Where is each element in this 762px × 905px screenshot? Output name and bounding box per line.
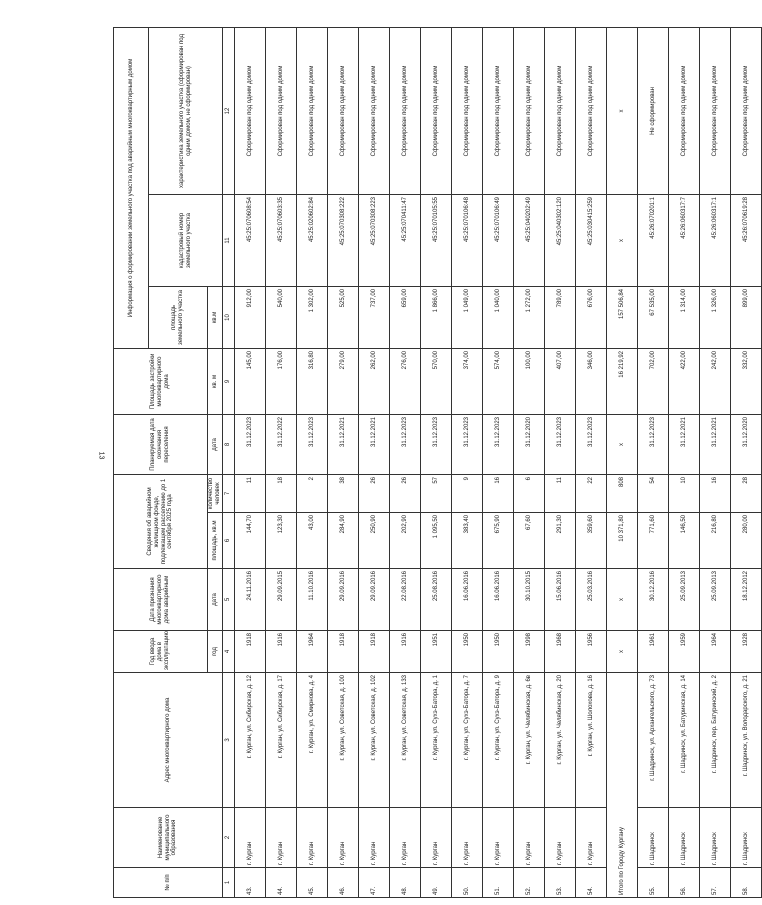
row-area: 250,90: [359, 513, 390, 569]
row-building-area: 407,00: [545, 348, 576, 414]
row-num: 54.: [576, 868, 607, 898]
row-land-area: 1 326,00: [700, 286, 731, 348]
row-land-char: Сформирован под одним домом: [390, 27, 421, 194]
row-municipality: г. Курган: [514, 808, 545, 868]
row-num: 57.: [700, 868, 731, 898]
row-date: 25.03.2016: [576, 569, 607, 631]
row-plan-date: 31.12.2023: [235, 414, 266, 474]
row-address: г. Курган, ул. Сибирская, д. 17: [266, 673, 297, 808]
row-cadastral: 45:25:070106:49: [483, 194, 514, 286]
unit-sqm2: кв.м: [208, 286, 223, 348]
header-planned-date: Планируемая дата окончания переселения: [114, 414, 208, 474]
row-municipality: г. Шадринск: [669, 808, 700, 868]
col-num: 5: [223, 569, 235, 631]
row-area: 1 095,50: [421, 513, 452, 569]
row-cadastral: 45:25:040202:49: [514, 194, 545, 286]
row-plan-date: 31.12.2023: [297, 414, 328, 474]
row-date: 29.09.2015: [266, 569, 297, 631]
row-cadastral: 45:25:040302:120: [545, 194, 576, 286]
row-cadastral: 45:25:030415:259: [576, 194, 607, 286]
table-row: [266, 27, 297, 897]
total-year: x: [607, 631, 638, 673]
row-people: 11: [235, 474, 266, 512]
row-date: 22.08.2016: [390, 569, 421, 631]
row-year: 1968: [545, 631, 576, 673]
row-land-area: 67 535,00: [638, 286, 669, 348]
row-land-area: 789,00: [545, 286, 576, 348]
row-cadastral: 45:25:070411:47: [390, 194, 421, 286]
row-area: 291,30: [545, 513, 576, 569]
row-building-area: 346,00: [576, 348, 607, 414]
row-land-char: Сформирован под одним домом: [421, 27, 452, 194]
row-municipality: г. Курган: [359, 808, 390, 868]
row-land-area: 525,00: [328, 286, 359, 348]
table-row: [483, 27, 514, 897]
row-date: 29.09.2016: [359, 569, 390, 631]
row-address: г. Курган, ул. Советская, д. 133: [390, 673, 421, 808]
table-row: [297, 27, 328, 897]
row-municipality: г. Курган: [576, 808, 607, 868]
row-people: 57: [421, 474, 452, 512]
row-address: г. Шадринск, ул. Володарского, д. 21: [731, 673, 762, 808]
row-plan-date: 31.12.2023: [390, 414, 421, 474]
row-num: 48.: [390, 868, 421, 898]
row-plan-date: 31.12.2021: [359, 414, 390, 474]
row-cadastral: 45:25:020602:84: [297, 194, 328, 286]
row-address: г. Курган, ул. Смирнова, д. 4: [297, 673, 328, 808]
row-plan-date: 31.12.2023: [452, 414, 483, 474]
row-address: г. Курган, ул. Челябинская, д. 20: [545, 673, 576, 808]
table-row: [731, 27, 762, 897]
table-row: [638, 27, 669, 897]
col-num: 10: [223, 286, 235, 348]
row-date: 16.06.2016: [483, 569, 514, 631]
row-plan-date: 31.12.2021: [669, 414, 700, 474]
row-land-area: 1 302,00: [297, 286, 328, 348]
row-land-char: Сформирован под одним домом: [700, 27, 731, 194]
unit-people: количество человек: [208, 474, 223, 512]
row-people: 22: [576, 474, 607, 512]
row-land-char: Сформирован под одним домом: [514, 27, 545, 194]
row-building-area: 145,00: [235, 348, 266, 414]
row-land-area: 540,00: [266, 286, 297, 348]
table-row: [235, 27, 266, 897]
row-cadastral: 45:25:070106:48: [452, 194, 483, 286]
col-num: 7: [223, 474, 235, 512]
rotated-page: [113, 28, 749, 898]
row-people: 11: [545, 474, 576, 512]
row-date: 11.10.2016: [297, 569, 328, 631]
table-row: [545, 27, 576, 897]
table-row: [452, 27, 483, 897]
row-year: 1964: [297, 631, 328, 673]
row-building-area: 100,00: [514, 348, 545, 414]
unit-year: год: [208, 631, 223, 673]
row-land-char: Сформирован под одним домом: [359, 27, 390, 194]
row-date: 15.06.2016: [545, 569, 576, 631]
header-emergency-info: Сведения об аварийном жилищном фонде, подлежащем расселению до 1 сентября 2025 года: [114, 474, 208, 568]
row-building-area: 702,00: [638, 348, 669, 414]
total-building-area: 16 219,92: [607, 348, 638, 414]
row-cadastral: 45:26:070201:1: [638, 194, 669, 286]
row-date: 25.09.2013: [669, 569, 700, 631]
row-municipality: г. Шадринск: [731, 808, 762, 868]
total-label: Итого по Городу Кургану: [607, 673, 638, 898]
row-address: г. Курган, ул. Советская, д. 100: [328, 673, 359, 808]
row-people: 28: [731, 474, 762, 512]
row-area: 675,90: [483, 513, 514, 569]
header-cadastral: кадастровый номер земельного участка: [149, 194, 223, 286]
row-area: 280,00: [731, 513, 762, 569]
row-municipality: г. Курган: [421, 808, 452, 868]
row-year: 1964: [700, 631, 731, 673]
header-recognition-date: Дата признания многоквартирного дома аварийным: [114, 569, 208, 631]
row-num: 55.: [638, 868, 669, 898]
row-people: 10: [669, 474, 700, 512]
row-area: 202,90: [390, 513, 421, 569]
row-municipality: г. Курган: [390, 808, 421, 868]
row-land-char: Не сформирован: [638, 27, 669, 194]
header-land-area: площадь земельного участка: [149, 286, 208, 348]
row-year: 1959: [669, 631, 700, 673]
row-land-area: 1 040,00: [483, 286, 514, 348]
row-cadastral: 45:26:070619:28: [731, 194, 762, 286]
row-year: 1916: [390, 631, 421, 673]
row-building-area: 242,00: [700, 348, 731, 414]
row-people: 26: [359, 474, 390, 512]
col-num: 9: [223, 348, 235, 414]
row-address: г. Курган, ул. Шолохова, д. 16: [576, 673, 607, 808]
row-plan-date: 31.12.2021: [328, 414, 359, 474]
row-municipality: г. Курган: [545, 808, 576, 868]
row-num: 50.: [452, 868, 483, 898]
row-year: 1918: [359, 631, 390, 673]
row-date: 18.12.2012: [731, 569, 762, 631]
row-cadastral: 45:25:070308:223: [359, 194, 390, 286]
row-address: г. Курган, ул. Сухэ-Батора, д. 7: [452, 673, 483, 808]
total-plan-date: x: [607, 414, 638, 474]
row-year: 1916: [266, 631, 297, 673]
row-land-area: 659,00: [390, 286, 421, 348]
row-land-char: Сформирован под одним домом: [731, 27, 762, 194]
row-land-area: 899,00: [731, 286, 762, 348]
row-plan-date: 31.12.2023: [576, 414, 607, 474]
row-municipality: г. Курган: [266, 808, 297, 868]
row-date: 16.06.2016: [452, 569, 483, 631]
col-num: 8: [223, 414, 235, 474]
table-row: [576, 27, 607, 897]
row-year: 1950: [483, 631, 514, 673]
row-plan-date: 31.12.2020: [514, 414, 545, 474]
row-people: 16: [483, 474, 514, 512]
row-num: 51.: [483, 868, 514, 898]
row-municipality: г. Шадринск: [638, 808, 669, 868]
unit-area: площадь, кв.м: [208, 513, 223, 569]
page-number: 13: [97, 451, 105, 460]
row-municipality: г. Курган: [328, 808, 359, 868]
row-area: 359,60: [576, 513, 607, 569]
col-num: 12: [223, 27, 235, 194]
row-people: 9: [452, 474, 483, 512]
header-municipality: Наименование муниципального образования: [114, 808, 223, 868]
row-plan-date: 31.12.2023: [638, 414, 669, 474]
total-land-area: 157 506,84: [607, 286, 638, 348]
row-land-char: Сформирован под одним домом: [328, 27, 359, 194]
row-num: 44.: [266, 868, 297, 898]
row-land-char: Сформирован под одним домом: [483, 27, 514, 194]
total-people: 808: [607, 474, 638, 512]
row-num: 56.: [669, 868, 700, 898]
row-year: 1961: [638, 631, 669, 673]
row-land-area: 676,00: [576, 286, 607, 348]
row-municipality: г. Курган: [235, 808, 266, 868]
unit-date2: дата: [208, 414, 223, 474]
row-area: 216,80: [700, 513, 731, 569]
row-area: 123,30: [266, 513, 297, 569]
row-area: 144,70: [235, 513, 266, 569]
row-land-area: 1 314,00: [669, 286, 700, 348]
row-num: 53.: [545, 868, 576, 898]
row-date: 30.12.2016: [638, 569, 669, 631]
row-cadastral: 45:25:070608:54: [235, 194, 266, 286]
row-building-area: 332,00: [731, 348, 762, 414]
row-num: 58.: [731, 868, 762, 898]
col-num: 1: [223, 868, 235, 898]
row-land-char: Сформирован под одним домом: [266, 27, 297, 194]
row-area: 383,40: [452, 513, 483, 569]
row-year: 1928: [731, 631, 762, 673]
row-address: г. Шадринск, ул. Архангельского, д. 73: [638, 673, 669, 808]
table-row: [421, 27, 452, 897]
row-year: 1918: [328, 631, 359, 673]
row-plan-date: 31.12.2023: [483, 414, 514, 474]
header-address: Адрес многоквартирного дома: [114, 673, 223, 808]
row-building-area: 262,00: [359, 348, 390, 414]
row-area: 67,60: [514, 513, 545, 569]
row-date: 24.11.2016: [235, 569, 266, 631]
row-num: 45.: [297, 868, 328, 898]
row-land-char: Сформирован под одним домом: [545, 27, 576, 194]
row-address: г. Курган, ул. Челябинская, д. 6в: [514, 673, 545, 808]
unit-date: дата: [208, 569, 223, 631]
unit-sqm: кв. м: [208, 348, 223, 414]
row-people: 2: [297, 474, 328, 512]
total-area: 10 371,80: [607, 513, 638, 569]
row-plan-date: 31.12.2023: [421, 414, 452, 474]
row-address: г. Курган, ул. Советская, д. 102: [359, 673, 390, 808]
row-land-area: 1 272,00: [514, 286, 545, 348]
row-land-area: 1 866,00: [421, 286, 452, 348]
row-year: 1950: [452, 631, 483, 673]
row-building-area: 374,00: [452, 348, 483, 414]
row-people: 6: [514, 474, 545, 512]
row-land-area: 1 049,00: [452, 286, 483, 348]
col-num: 4: [223, 631, 235, 673]
row-municipality: г. Курган: [452, 808, 483, 868]
row-address: г. Курган, ул. Сибирская, д. 12: [235, 673, 266, 808]
row-municipality: г. Шадринск: [700, 808, 731, 868]
row-year: 1951: [421, 631, 452, 673]
row-address: г. Курган, ул. Сухэ-Батора, д. 1: [421, 673, 452, 808]
row-people: 18: [266, 474, 297, 512]
row-building-area: 316,80: [297, 348, 328, 414]
row-cadastral: 45:25:070308:222: [328, 194, 359, 286]
row-cadastral: 45:26:060317:7: [669, 194, 700, 286]
header-num: № п/п: [114, 868, 223, 898]
total-date: x: [607, 569, 638, 631]
header-land-char: характеристика земельного участка (сформирован под одним домом, не сформирован): [149, 27, 223, 194]
row-date: 30.10.2015: [514, 569, 545, 631]
col-num: 6: [223, 513, 235, 569]
table-row: [359, 27, 390, 897]
total-cadastral: x: [607, 194, 638, 286]
row-building-area: 176,00: [266, 348, 297, 414]
total-land-char: x: [607, 27, 638, 194]
row-address: г. Курган, ул. Сухэ-Батора, д. 9: [483, 673, 514, 808]
row-num: 47.: [359, 868, 390, 898]
row-plan-date: 31.12.2022: [266, 414, 297, 474]
row-num: 49.: [421, 868, 452, 898]
row-municipality: г. Курган: [297, 808, 328, 868]
row-address: г. Шадринск, ул. Батуринская, д. 14: [669, 673, 700, 808]
row-area: 146,50: [669, 513, 700, 569]
row-plan-date: 31.12.2020: [731, 414, 762, 474]
row-land-char: Сформирован под одним домом: [669, 27, 700, 194]
row-cadastral: 45:25:070603:35: [266, 194, 297, 286]
table-row: [669, 27, 700, 897]
header-year-commissioned: Год ввода дома в эксплуатацию: [114, 631, 208, 673]
table-row: [328, 27, 359, 897]
row-land-char: Сформирован под одним домом: [452, 27, 483, 194]
row-area: 771,60: [638, 513, 669, 569]
row-year: 1918: [235, 631, 266, 673]
col-num: 3: [223, 673, 235, 808]
row-date: 29.09.2016: [328, 569, 359, 631]
row-num: 46.: [328, 868, 359, 898]
row-people: 54: [638, 474, 669, 512]
row-land-char: Сформирован под одним домом: [576, 27, 607, 194]
row-building-area: 279,00: [328, 348, 359, 414]
table-row: [390, 27, 421, 897]
header-building-area: Площадь застройки многоквартирного дома: [114, 348, 208, 414]
row-address: г. Шадринск, пер. Батуринский, д. 2: [700, 673, 731, 808]
row-cadastral: 45:26:060317:1: [700, 194, 731, 286]
header-land-info: Информация о формировании земельного участка под аварийным многоквартирным домом: [114, 27, 149, 348]
row-area: 284,90: [328, 513, 359, 569]
row-building-area: 574,00: [483, 348, 514, 414]
row-plan-date: 31.12.2023: [545, 414, 576, 474]
table-row: [514, 27, 545, 897]
row-building-area: 276,00: [390, 348, 421, 414]
total-row: [607, 27, 638, 897]
row-date: 25.08.2016: [421, 569, 452, 631]
row-plan-date: 31.12.2021: [700, 414, 731, 474]
row-year: 1998: [514, 631, 545, 673]
row-num: 43.: [235, 868, 266, 898]
row-date: 25.09.2013: [700, 569, 731, 631]
row-year: 1956: [576, 631, 607, 673]
col-num: 2: [223, 808, 235, 868]
row-land-area: 737,00: [359, 286, 390, 348]
row-area: 43,00: [297, 513, 328, 569]
row-num: 52.: [514, 868, 545, 898]
row-land-area: 912,00: [235, 286, 266, 348]
table-row: [700, 27, 731, 897]
row-land-char: Сформирован под одним домом: [235, 27, 266, 194]
row-land-char: Сформирован под одним домом: [297, 27, 328, 194]
row-people: 16: [700, 474, 731, 512]
row-cadastral: 45:25:070105:55: [421, 194, 452, 286]
row-building-area: 422,00: [669, 348, 700, 414]
row-people: 38: [328, 474, 359, 512]
row-people: 26: [390, 474, 421, 512]
row-building-area: 570,00: [421, 348, 452, 414]
col-num: 11: [223, 194, 235, 286]
emergency-housing-table: [113, 27, 762, 898]
row-municipality: г. Курган: [483, 808, 514, 868]
